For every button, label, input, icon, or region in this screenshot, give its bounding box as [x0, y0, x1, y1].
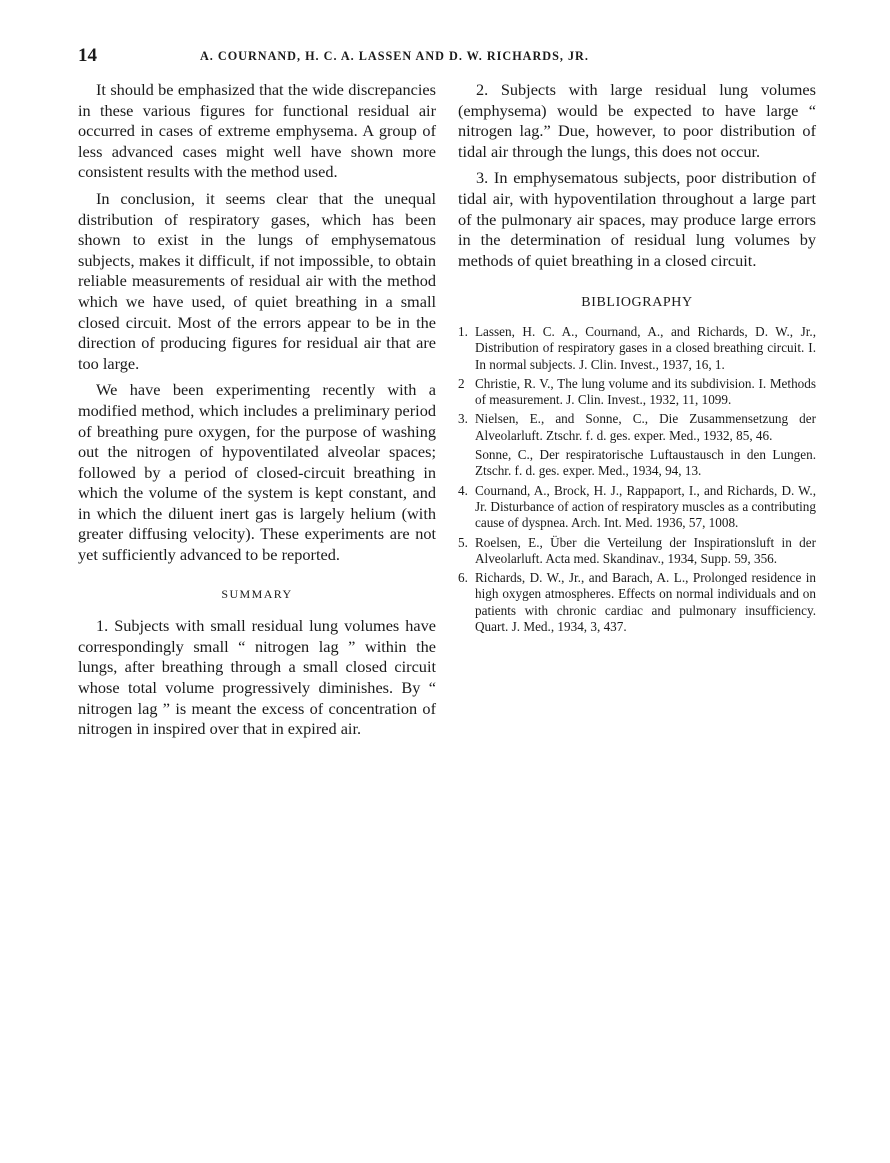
reference-number: 2 — [458, 375, 465, 391]
reference-text: Lassen, H. C. A., Cournand, A., and Richards, D. W., Jr., Distribution of respiratory gases in a closed breathing circuit. I. In normal subjects. J. Clin. Invest., 1937, 16, 1. — [475, 323, 816, 372]
reference-text: Cournand, A., Brock, H. J., Rappaport, I., and Richards, D. W., Jr. Disturbance of action of respiratory muscles as a contributing cause of dyspnea. Arch. Int. Med. 1936, 57, 1008. — [475, 482, 816, 531]
page-number: 14 — [78, 45, 97, 66]
reference-item — [458, 570, 816, 635]
left-column — [78, 80, 436, 746]
summary-point-1: 1. Subjects with small residual lung volumes have correspondingly small “ nitrogen lag ” within the lungs, after breathing through a small closed circuit whose total volume progressively diminishes. By “ nitrogen lag ” is meant the excess of concentration of nitrogen in inspired over that in expired air. — [78, 616, 436, 739]
summary-point-2: 2. Subjects with large residual lung volumes (emphysema) would be expected to have large “ nitrogen lag.” Due, however, to poor distribution of tidal air through the lungs, this does not occur. — [458, 80, 816, 161]
reference-item — [458, 411, 816, 444]
reference-text: Christie, R. V., The lung volume and its subdivision. I. Methods of measurement. J. Clin. Invest., 1932, 11, 1099. — [475, 375, 816, 408]
reference-item — [458, 483, 816, 532]
bibliography-list — [458, 324, 816, 635]
reference-item — [458, 376, 816, 409]
reference-text: Roelsen, E., Über die Verteilung der Inspirationsluft in der Alveolarluft. Acta med. Skandinav., 1934, Supp. 59, 356. — [475, 534, 816, 566]
reference-item — [458, 535, 816, 568]
reference-item — [458, 447, 816, 480]
reference-text: Richards, D. W., Jr., and Barach, A. L., Prolonged residence in high oxygen atmospheres. Effects on normal individuals and on patients with chronic cardiac and pulmonary insufficiency. Quart. J. Med., 1934, 3, 437. — [475, 570, 816, 634]
reference-item — [458, 324, 816, 373]
paragraph: It should be emphasized that the wide discrepancies in these various figures for functional residual air occurred in cases of extreme emphysema. A group of less advanced cases might well have shown more consistent results with the method used. — [78, 80, 436, 182]
reference-number: 3. — [458, 411, 468, 427]
paragraph: We have been experimenting recently with a modified method, which includes a preliminary period of breathing pure oxygen, for the purpose of washing out the nitrogen of hypoventilated alveolar spaces; followed by a period of closed-circuit breathing in which the volume of the system is kept constant, and in which the diluent inert gas is largely helium (with greater diffusing velocity). These experiments are not yet sufficiently advanced to be reported. — [78, 380, 436, 565]
reference-number: 5. — [458, 534, 468, 550]
reference-text: Sonne, C., Der respiratorische Luftaustausch in den Lungen. Ztschr. f. d. ges. exper. Med., 1934, 94, 13. — [475, 447, 816, 479]
bibliography-heading: BIBLIOGRAPHY — [581, 295, 693, 311]
reference-number: 4. — [458, 482, 468, 498]
right-column — [458, 80, 816, 638]
reference-number: 6. — [458, 570, 468, 586]
summary-point-3: 3. In emphysematous subjects, poor distribution of tidal air, with hypoventilation throughout a large part of the pulmonary air spaces, may produce large errors in the determination of residual lung volumes by methods of quiet breathing in a closed circuit. — [458, 168, 816, 270]
running-head: A. COURNAND, H. C. A. LASSEN AND D. W. RICHARDS, JR. — [200, 49, 589, 63]
summary-heading: SUMMARY — [221, 586, 293, 601]
paragraph: In conclusion, it seems clear that the unequal distribution of respiratory gases, which has been shown to exist in the lungs of emphysematous subjects, makes it difficult, if not impossible, to obtain reliable measurements of residual air with the method which we have used, of quiet breathing in a small closed circuit. Most of the errors appear to be in the direction of producing figures for residual air that are too large. — [78, 188, 436, 373]
reference-number: 1. — [458, 323, 468, 339]
reference-text: Nielsen, E., and Sonne, C., Die Zusammensetzung der Alveolarluft. Ztschr. f. d. ges. exper. Med., 1932, 85, 46. — [475, 411, 816, 443]
